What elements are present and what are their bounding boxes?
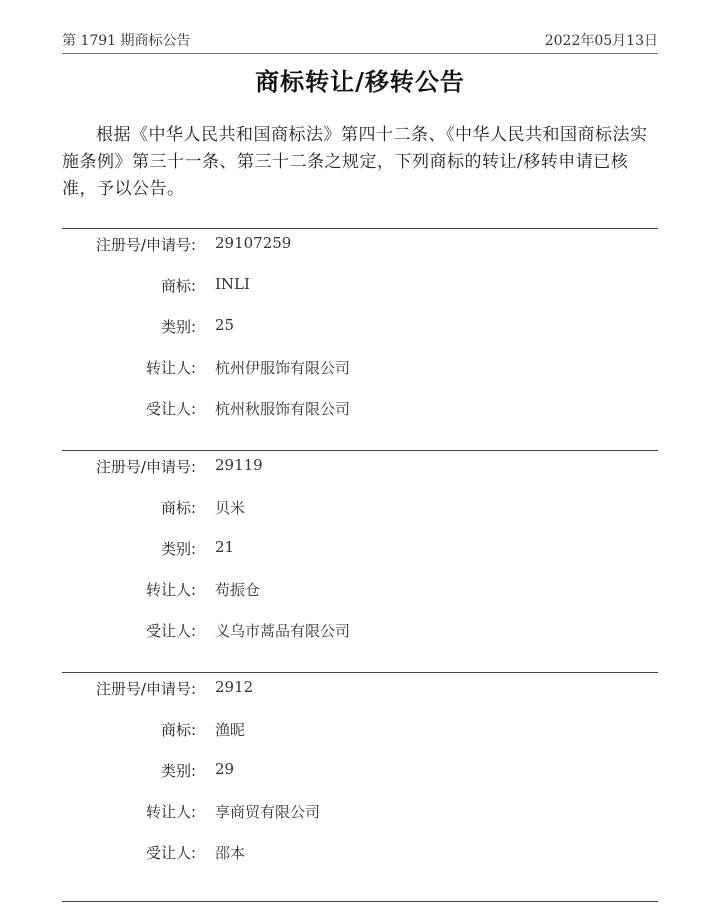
assignee-label: 受让人: (145, 622, 196, 640)
record-item (62, 448, 658, 670)
record-divider (62, 450, 658, 451)
mark-value: INLI (215, 275, 250, 293)
mark-value: 贝米 (215, 499, 246, 517)
reg-no-label: 注册号/申请号: (95, 458, 196, 476)
mark-label: 商标: (160, 277, 196, 295)
issue-date: 2022年05月13日 (544, 33, 658, 49)
class-value: 29 (215, 760, 235, 778)
reg-no-value: 2912 (215, 678, 254, 696)
assignee-label: 受让人: (145, 400, 196, 418)
reg-no-value: 29107259 (215, 234, 292, 252)
assignee-value: 义乌市蒿品有限公司 (215, 622, 351, 640)
class-label: 类别: (160, 318, 196, 336)
assignee-label: 受让人: (145, 844, 196, 862)
class-label: 类别: (160, 540, 196, 558)
assignor-label: 转让人: (145, 581, 196, 599)
mark-label: 商标: (160, 499, 196, 517)
record-list (62, 226, 658, 892)
assignor-value: 杭州伊服饰有限公司 (215, 359, 351, 377)
bottom-divider (62, 901, 658, 902)
mark-row (62, 275, 658, 297)
intro-paragraph: 根据《中华人民共和国商标法》第四十二条、《中华人民共和国商标法实施条例》第三十一条、第三十二条之规定，下列商标的转让/移转申请已核准，予以公告。 (62, 125, 648, 199)
mark-value: 渔昵 (215, 721, 246, 739)
record-divider (62, 672, 658, 673)
reg-no-row (62, 234, 658, 256)
class-value: 25 (215, 316, 235, 334)
assignor-value: 享商贸有限公司 (215, 803, 321, 821)
reg-no-value: 29119 (215, 456, 263, 474)
reg-no-label: 注册号/申请号: (95, 236, 196, 254)
assignee-row (62, 398, 658, 420)
page-title: 商标转让/移转公告 (255, 67, 465, 96)
assignor-row (62, 357, 658, 379)
reg-no-row (62, 456, 658, 478)
reg-no-label: 注册号/申请号: (95, 680, 196, 698)
reg-no-row (62, 678, 658, 700)
assignee-row (62, 620, 658, 642)
record-divider (62, 228, 658, 229)
assignee-value: 邵本 (215, 844, 246, 862)
record-item (62, 226, 658, 448)
record-item (62, 670, 658, 892)
assignor-row (62, 801, 658, 823)
class-row (62, 760, 658, 782)
mark-row (62, 719, 658, 741)
class-row (62, 316, 658, 338)
page-header (62, 30, 658, 52)
assignor-row (62, 579, 658, 601)
assignor-value: 苟振仓 (215, 581, 261, 599)
header-divider (62, 53, 658, 54)
assignee-value: 杭州秋服饰有限公司 (215, 400, 351, 418)
class-row (62, 538, 658, 560)
assignor-label: 转让人: (145, 359, 196, 377)
issue-number: 第 1791 期商标公告 (62, 33, 191, 49)
class-value: 21 (215, 538, 235, 556)
mark-label: 商标: (160, 721, 196, 739)
assignor-label: 转让人: (145, 803, 196, 821)
mark-row (62, 497, 658, 519)
class-label: 类别: (160, 762, 196, 780)
assignee-row (62, 842, 658, 864)
